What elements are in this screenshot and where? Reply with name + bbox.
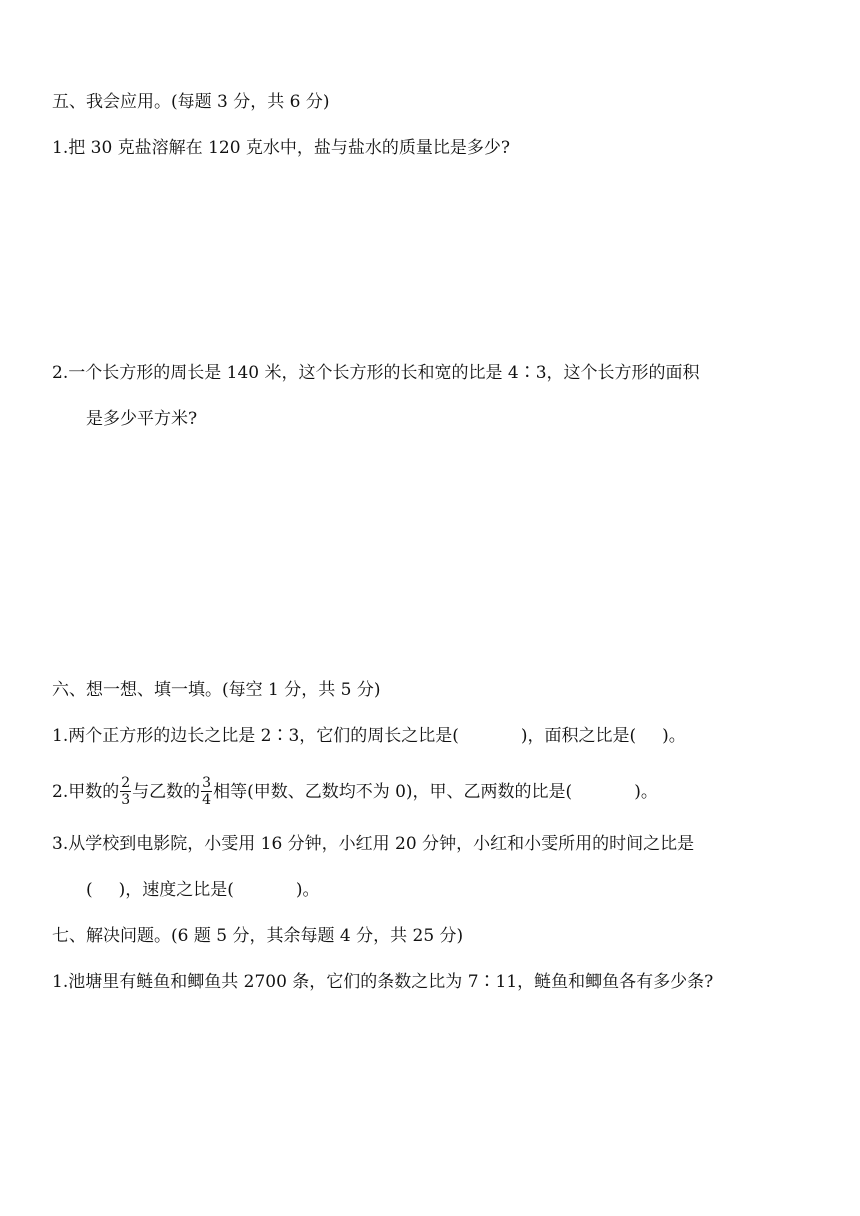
fraction-numerator: 2	[121, 775, 131, 791]
fraction-denominator: 3	[121, 792, 131, 808]
question-text: )，速度之比是(	[118, 880, 234, 900]
section-6-question-2	[52, 776, 658, 809]
section-5-heading: 五、我会应用。(每题 3 分，共 6 分)	[52, 92, 330, 112]
question-text: )，面积之比是(	[520, 726, 637, 746]
question-text: )。	[662, 726, 686, 746]
section-6-question-3-line-2	[86, 878, 320, 902]
section-5-question-2-line-2: 是多少平方米?	[86, 409, 198, 429]
question-text: 相等(甲数、乙数均不为 0)，甲、乙两数的比是(	[213, 782, 573, 802]
question-text: )。	[295, 880, 320, 900]
fraction-numerator: 3	[202, 775, 212, 791]
fraction	[120, 775, 131, 808]
fraction-denominator: 4	[202, 792, 212, 808]
question-text: 1.两个正方形的边长之比是 2∶3，它们的周长之比是(	[52, 726, 459, 746]
question-text: (	[86, 880, 93, 900]
section-6-heading: 六、想一想、填一填。(每空 1 分，共 5 分)	[52, 680, 381, 700]
fraction	[201, 775, 212, 808]
section-5-question-1: 1.把 30 克盐溶解在 120 克水中，盐与盐水的质量比是多少?	[52, 138, 511, 158]
question-text: 与乙数的	[132, 782, 201, 802]
section-6-question-3-line-1: 3.从学校到电影院，小雯用 16 分钟，小红用 20 分钟，小红和小雯所用的时间之比是	[52, 834, 695, 854]
section-5-question-2-line-1: 2.一个长方形的周长是 140 米，这个长方形的长和宽的比是 4∶3，这个长方形的面积	[52, 363, 700, 383]
section-6-question-1	[52, 724, 686, 748]
section-7-question-1: 1.池塘里有鲢鱼和鲫鱼共 2700 条，它们的条数之比为 7∶11，鲢鱼和鲫鱼各有多少条?	[52, 972, 714, 992]
section-7-heading: 七、解决问题。(6 题 5 分，其余每题 4 分，共 25 分)	[52, 926, 464, 946]
question-text: )。	[634, 782, 658, 802]
question-text: 2.甲数的	[52, 782, 120, 802]
